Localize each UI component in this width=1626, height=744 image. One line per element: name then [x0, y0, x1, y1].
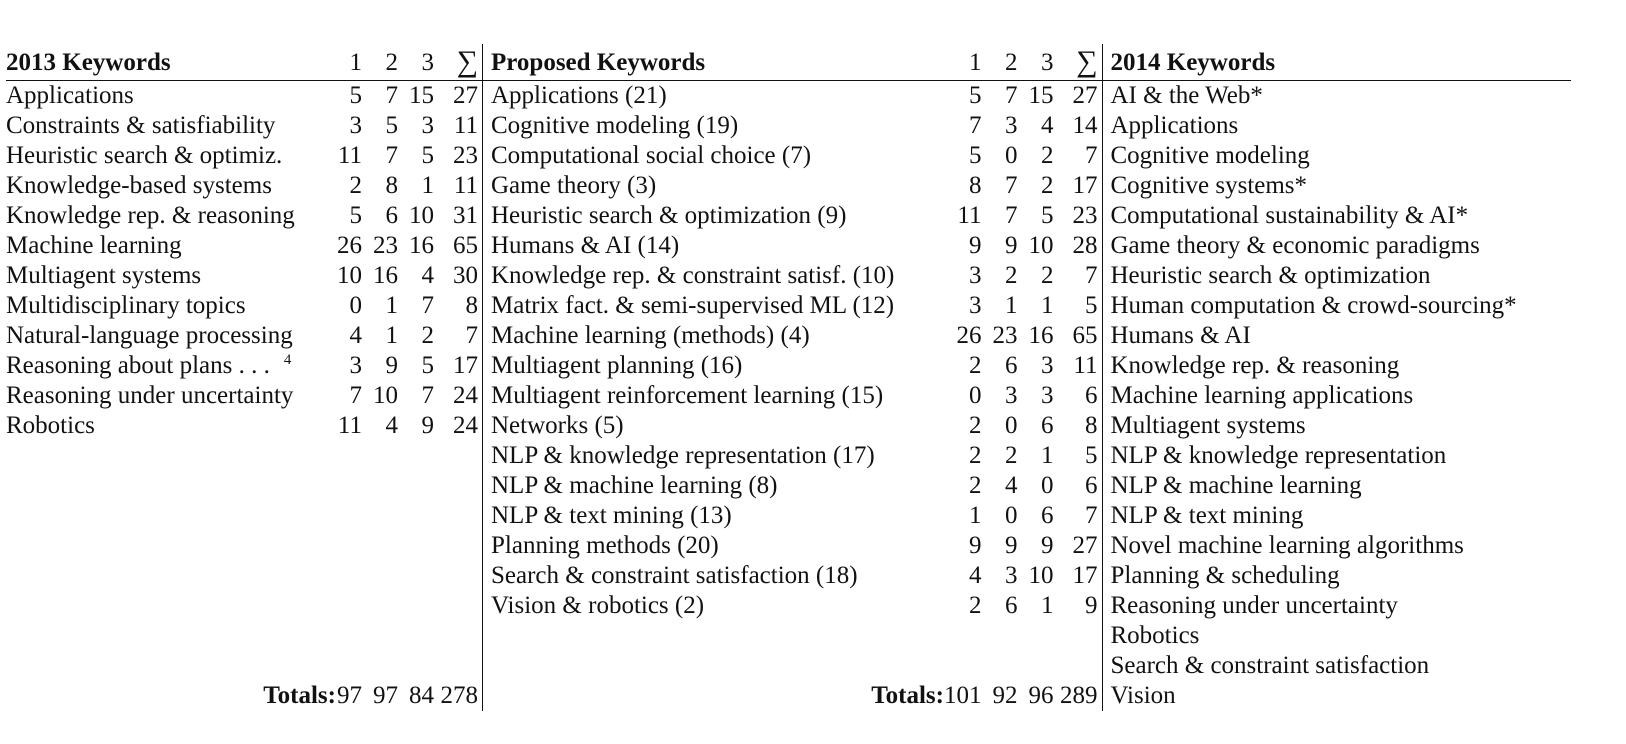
proposed-label: Search & constraint satisfaction (18): [491, 562, 858, 589]
proposed-v3: 5: [1041, 202, 1054, 229]
kw2014-label: Humans & AI: [1110, 322, 1251, 349]
kw2013-sum: 8: [434, 291, 483, 321]
proposed-v1: 2: [969, 352, 982, 379]
proposed-v2: 1: [1005, 292, 1018, 319]
proposed-sum: 6: [1054, 381, 1103, 411]
kw2013-label: [6, 321, 336, 351]
table-row: [6, 321, 1571, 351]
proposed-sum: 5: [1054, 441, 1103, 471]
empty-cell: [336, 651, 362, 681]
proposed-v2: 3: [1005, 112, 1018, 139]
kw2013-label: [6, 381, 336, 411]
proposed-v1: 26: [956, 322, 982, 349]
kw2013-v1: 7: [349, 382, 362, 409]
kw2014-label: Multiagent systems: [1110, 412, 1306, 439]
proposed-sum: 7: [1054, 141, 1103, 171]
proposed-label: Multiagent planning (16): [491, 352, 743, 379]
kw2013-v1: 3: [349, 352, 362, 379]
empty-cell: [944, 651, 982, 681]
header-2013-sum: [434, 44, 483, 81]
kw2013-v3: 1: [421, 172, 434, 199]
table-row: [6, 141, 1571, 171]
proposed-v2: 23: [992, 322, 1018, 349]
kw2013-v3: 7: [421, 382, 434, 409]
kw2013-v2: 9: [385, 352, 398, 379]
proposed-sum: 27: [1054, 81, 1103, 112]
empty-cell: [362, 591, 398, 621]
proposed-sum: 5: [1054, 291, 1103, 321]
kw2013-v2: 7: [385, 82, 398, 109]
kw2013-label-text: Machine learning: [6, 232, 182, 259]
kw2014-label: Novel machine learning algorithms: [1110, 532, 1464, 559]
kw2013-v1: 11: [337, 142, 362, 169]
header-proposed-sum: [1054, 44, 1103, 81]
footnote-marker: 4: [283, 352, 292, 368]
kw2013-sum: 11: [434, 171, 483, 201]
proposed-label: Humans & AI (14): [491, 232, 680, 259]
proposed-v1: 4: [969, 562, 982, 589]
proposed-v1: 3: [969, 262, 982, 289]
kw2014-label: Vision: [1110, 682, 1176, 709]
kw2014-label: Applications: [1110, 112, 1239, 139]
proposed-label: Game theory (3): [491, 172, 657, 199]
table-row: [6, 201, 1571, 231]
table-row: [6, 261, 1571, 291]
empty-cell: [398, 441, 434, 471]
kw2014-label: AI & the Web*: [1110, 82, 1263, 109]
proposed-v3: 3: [1041, 352, 1054, 379]
empty-cell: [1018, 651, 1054, 681]
kw2014-label: Cognitive modeling: [1110, 142, 1310, 169]
empty-cell: [982, 621, 1018, 651]
kw2013-label: [6, 201, 336, 231]
proposed-label: Vision & robotics (2): [491, 592, 705, 619]
empty-cell: [483, 651, 945, 681]
kw2013-label: [6, 141, 336, 171]
kw2013-v1: 0: [349, 292, 362, 319]
kw2013-v3: 16: [409, 232, 434, 259]
kw2013-v3: 2: [421, 322, 434, 349]
proposed-v1: 7: [969, 112, 982, 139]
kw2014-label: Reasoning under uncertainty: [1110, 592, 1398, 619]
proposed-v1: 2: [969, 592, 982, 619]
empty-cell: [434, 471, 483, 501]
header-2013-keywords: 2013 Keywords: [6, 44, 336, 81]
proposed-sum: 17: [1054, 561, 1103, 591]
kw2013-label-text: Robotics: [6, 412, 95, 439]
proposed-sum: 11: [1054, 351, 1103, 381]
kw2013-v3: 3: [421, 112, 434, 139]
empty-cell: [362, 441, 398, 471]
kw2013-v1: 2: [349, 172, 362, 199]
empty-cell: [336, 561, 362, 591]
kw2013-label-text: Reasoning under uncertainty: [6, 382, 294, 409]
proposed-v1: 9: [969, 532, 982, 559]
totals-2013-v3: 84: [409, 682, 434, 709]
proposed-v3: 15: [1028, 82, 1054, 109]
proposed-v2: 3: [1005, 562, 1018, 589]
empty-cell: [336, 531, 362, 561]
empty-cell: [434, 501, 483, 531]
kw2014-label: NLP & text mining: [1110, 502, 1304, 529]
proposed-sum: 23: [1054, 201, 1103, 231]
table-row: [6, 111, 1571, 141]
proposed-v1: 11: [957, 202, 982, 229]
keyword-comparison-table: [6, 44, 1571, 711]
empty-cell: [483, 621, 945, 651]
proposed-v3: 0: [1041, 472, 1054, 499]
empty-cell: [398, 501, 434, 531]
proposed-v3: 3: [1041, 382, 1054, 409]
empty-cell: [398, 621, 434, 651]
kw2013-sum: 65: [434, 231, 483, 261]
kw2013-v2: 1: [385, 292, 398, 319]
kw2014-label: Cognitive systems*: [1110, 172, 1308, 199]
kw2014-label: Heuristic search & optimization: [1110, 262, 1431, 289]
empty-cell: [434, 591, 483, 621]
empty-cell: [434, 531, 483, 561]
proposed-label: Multiagent reinforcement learning (15): [491, 382, 884, 409]
empty-cell: [944, 621, 982, 651]
empty-cell: [1054, 651, 1103, 681]
proposed-v3: 4: [1041, 112, 1054, 139]
proposed-v2: 3: [1005, 382, 1018, 409]
kw2013-label-text: Knowledge rep. & reasoning: [6, 202, 295, 229]
kw2013-label-text: Reasoning about plans . . .: [6, 352, 270, 379]
empty-cell: [982, 651, 1018, 681]
proposed-v1: 9: [969, 232, 982, 259]
proposed-sum: 9: [1054, 591, 1103, 621]
table-row: [6, 381, 1571, 411]
proposed-v2: 7: [1005, 172, 1018, 199]
proposed-v3: 10: [1028, 232, 1054, 259]
kw2013-sum: 31: [434, 201, 483, 231]
header-proposed-n3: 3: [1018, 44, 1054, 81]
proposed-sum: 28: [1054, 231, 1103, 261]
kw2014-label: Game theory & economic paradigms: [1110, 232, 1480, 259]
kw2013-label-text: Constraints & satisfiability: [6, 112, 276, 139]
header-proposed-n2: 2: [982, 44, 1018, 81]
empty-cell: [398, 471, 434, 501]
sum-symbol: ∑: [1076, 45, 1098, 78]
kw2013-label-text: Multidisciplinary topics: [6, 292, 246, 319]
empty-cell: [362, 561, 398, 591]
proposed-v3: 2: [1041, 172, 1054, 199]
empty-cell: [362, 531, 398, 561]
empty-cell: [398, 531, 434, 561]
empty-cell: [362, 621, 398, 651]
proposed-v3: 1: [1041, 592, 1054, 619]
kw2014-label: Planning & scheduling: [1110, 562, 1340, 589]
table-row: [6, 471, 1571, 501]
kw2013-sum: 23: [434, 141, 483, 171]
kw2013-v1: 11: [337, 412, 362, 439]
kw2014-label: Search & constraint satisfaction: [1110, 652, 1430, 679]
proposed-v3: 9: [1041, 532, 1054, 559]
proposed-v3: 1: [1041, 292, 1054, 319]
totals-2013-v1: 97: [337, 682, 362, 709]
empty-cell: [434, 651, 483, 681]
header-2014-keywords: 2014 Keywords: [1102, 44, 1571, 81]
proposed-v2: 2: [1005, 262, 1018, 289]
proposed-v2: 6: [1005, 352, 1018, 379]
table-row: [6, 231, 1571, 261]
proposed-label: NLP & knowledge representation (17): [491, 442, 875, 469]
proposed-v2: 7: [1005, 202, 1018, 229]
table-row: [6, 591, 1571, 621]
kw2014-label: Computational sustainability & AI*: [1110, 202, 1469, 229]
kw2013-v2: 23: [373, 232, 398, 259]
header-2013-n3: 3: [398, 44, 434, 81]
empty-cell: [434, 621, 483, 651]
table-row: [6, 441, 1571, 471]
proposed-label: Cognitive modeling (19): [491, 112, 739, 139]
proposed-v3: 6: [1041, 502, 1054, 529]
kw2013-label: [6, 231, 336, 261]
header-row: [6, 44, 1571, 81]
kw2013-v2: 7: [385, 142, 398, 169]
empty-cell: [362, 651, 398, 681]
proposed-sum: 17: [1054, 171, 1103, 201]
proposed-v2: 2: [1005, 442, 1018, 469]
kw2013-v2: 4: [385, 412, 398, 439]
proposed-v3: 1: [1041, 442, 1054, 469]
proposed-label: Knowledge rep. & constraint satisf. (10): [491, 262, 895, 289]
proposed-label: Planning methods (20): [491, 532, 719, 559]
proposed-v3: 16: [1028, 322, 1054, 349]
empty-cell: [398, 651, 434, 681]
kw2013-v1: 26: [337, 232, 362, 259]
kw2013-v1: 5: [349, 82, 362, 109]
proposed-v3: 2: [1041, 142, 1054, 169]
table-row: [6, 561, 1571, 591]
empty-cell: [1054, 621, 1103, 651]
proposed-sum: 27: [1054, 531, 1103, 561]
kw2013-v2: 1: [385, 322, 398, 349]
totals-proposed-label: Totals:: [871, 682, 944, 709]
proposed-v2: 0: [1005, 142, 1018, 169]
kw2013-sum: 17: [434, 351, 483, 381]
empty-cell: [362, 501, 398, 531]
proposed-v1: 3: [969, 292, 982, 319]
kw2014-label: Human computation & crowd-sourcing*: [1110, 292, 1517, 319]
empty-cell: [398, 561, 434, 591]
proposed-label: Matrix fact. & semi-supervised ML (12): [491, 292, 895, 319]
kw2013-v3: 10: [409, 202, 434, 229]
table-row: [6, 351, 1571, 381]
table-row: [6, 81, 1571, 112]
table-row: [6, 171, 1571, 201]
empty-cell: [6, 471, 336, 501]
kw2013-label-text: Knowledge-based systems: [6, 172, 272, 199]
proposed-v1: 8: [969, 172, 982, 199]
totals-proposed-v2: 92: [992, 682, 1018, 709]
empty-cell: [398, 591, 434, 621]
empty-cell: [6, 501, 336, 531]
kw2013-v3: 15: [409, 82, 434, 109]
proposed-label: Computational social choice (7): [491, 142, 812, 169]
kw2014-label: NLP & machine learning: [1110, 472, 1362, 499]
empty-cell: [434, 441, 483, 471]
empty-cell: [336, 591, 362, 621]
kw2013-v2: 8: [385, 172, 398, 199]
table-row: [6, 651, 1571, 681]
kw2014-label: Robotics: [1110, 622, 1200, 649]
proposed-v2: 4: [1005, 472, 1018, 499]
kw2013-sum: 11: [434, 111, 483, 141]
empty-cell: [6, 561, 336, 591]
kw2013-v3: 5: [421, 352, 434, 379]
proposed-v2: 0: [1005, 502, 1018, 529]
kw2013-v2: 6: [385, 202, 398, 229]
kw2013-label: [6, 81, 336, 112]
proposed-label: NLP & text mining (13): [491, 502, 732, 529]
table-row: [6, 681, 1571, 711]
kw2013-label-text: Natural-language processing: [6, 322, 293, 349]
proposed-v3: 6: [1041, 412, 1054, 439]
kw2014-label: Machine learning applications: [1110, 382, 1414, 409]
kw2013-v1: 3: [349, 112, 362, 139]
kw2013-sum: 24: [434, 381, 483, 411]
totals-proposed-v1: 101: [944, 682, 982, 709]
kw2013-label: [6, 111, 336, 141]
proposed-v2: 9: [1005, 232, 1018, 259]
table-row: [6, 411, 1571, 441]
proposed-label: Networks (5): [491, 412, 624, 439]
proposed-v1: 2: [969, 412, 982, 439]
totals-2013-label: Totals:: [263, 682, 336, 709]
empty-cell: [362, 471, 398, 501]
kw2013-label: [6, 411, 336, 441]
kw2013-v2: 16: [373, 262, 398, 289]
table-row: [6, 621, 1571, 651]
kw2013-label: [6, 261, 336, 291]
proposed-v1: 2: [969, 472, 982, 499]
kw2013-sum: 24: [434, 411, 483, 441]
kw2013-sum: 7: [434, 321, 483, 351]
kw2013-label: [6, 291, 336, 321]
kw2013-v1: 4: [349, 322, 362, 349]
proposed-v1: 1: [969, 502, 982, 529]
kw2013-v3: 7: [421, 292, 434, 319]
empty-cell: [336, 441, 362, 471]
kw2013-label: [6, 351, 336, 381]
proposed-v2: 0: [1005, 412, 1018, 439]
kw2013-sum: 27: [434, 81, 483, 112]
kw2013-v3: 9: [421, 412, 434, 439]
totals-2013-sum: 278: [434, 681, 483, 711]
sum-symbol: ∑: [456, 45, 478, 78]
proposed-sum: 6: [1054, 471, 1103, 501]
table-row: [6, 291, 1571, 321]
kw2013-v1: 10: [337, 262, 362, 289]
proposed-v1: 5: [969, 82, 982, 109]
proposed-sum: 65: [1054, 321, 1103, 351]
kw2013-v1: 5: [349, 202, 362, 229]
table-row: [6, 531, 1571, 561]
header-2013-n1: 1: [336, 44, 362, 81]
proposed-v2: 9: [1005, 532, 1018, 559]
totals-proposed-sum: 289: [1054, 681, 1103, 711]
proposed-label: Machine learning (methods) (4): [491, 322, 810, 349]
empty-cell: [434, 561, 483, 591]
kw2013-label-text: Applications: [6, 82, 134, 109]
empty-cell: [6, 531, 336, 561]
empty-cell: [6, 591, 336, 621]
proposed-label: NLP & machine learning (8): [491, 472, 778, 499]
proposed-v1: 5: [969, 142, 982, 169]
proposed-label: Heuristic search & optimization (9): [491, 202, 847, 229]
table-row: [6, 501, 1571, 531]
proposed-v3: 10: [1028, 562, 1054, 589]
proposed-label: Applications (21): [491, 82, 667, 109]
proposed-sum: 7: [1054, 261, 1103, 291]
proposed-v1: 0: [969, 382, 982, 409]
proposed-sum: 7: [1054, 501, 1103, 531]
totals-2013-v2: 97: [373, 682, 398, 709]
kw2013-v2: 5: [385, 112, 398, 139]
totals-proposed-v3: 96: [1028, 682, 1054, 709]
keyword-table-figure: [6, 44, 1624, 711]
header-proposed-n1: 1: [944, 44, 982, 81]
empty-cell: [336, 621, 362, 651]
kw2013-sum: 30: [434, 261, 483, 291]
empty-cell: [6, 441, 336, 471]
kw2013-label-text: Heuristic search & optimiz.: [6, 142, 283, 169]
empty-cell: [6, 621, 336, 651]
kw2014-label: Knowledge rep. & reasoning: [1110, 352, 1400, 379]
kw2013-label: [6, 171, 336, 201]
proposed-v1: 2: [969, 442, 982, 469]
empty-cell: [6, 651, 336, 681]
proposed-sum: 8: [1054, 411, 1103, 441]
empty-cell: [1018, 621, 1054, 651]
proposed-v3: 2: [1041, 262, 1054, 289]
header-2013-n2: 2: [362, 44, 398, 81]
kw2013-v3: 4: [421, 262, 434, 289]
header-proposed-keywords: Proposed Keywords: [483, 44, 945, 81]
kw2014-label: NLP & knowledge representation: [1110, 442, 1447, 469]
kw2013-v3: 5: [421, 142, 434, 169]
empty-cell: [336, 501, 362, 531]
proposed-sum: 14: [1054, 111, 1103, 141]
proposed-v2: 6: [1005, 592, 1018, 619]
kw2013-v2: 10: [373, 382, 398, 409]
kw2013-label-text: Multiagent systems: [6, 262, 202, 289]
empty-cell: [336, 471, 362, 501]
proposed-v2: 7: [1005, 82, 1018, 109]
